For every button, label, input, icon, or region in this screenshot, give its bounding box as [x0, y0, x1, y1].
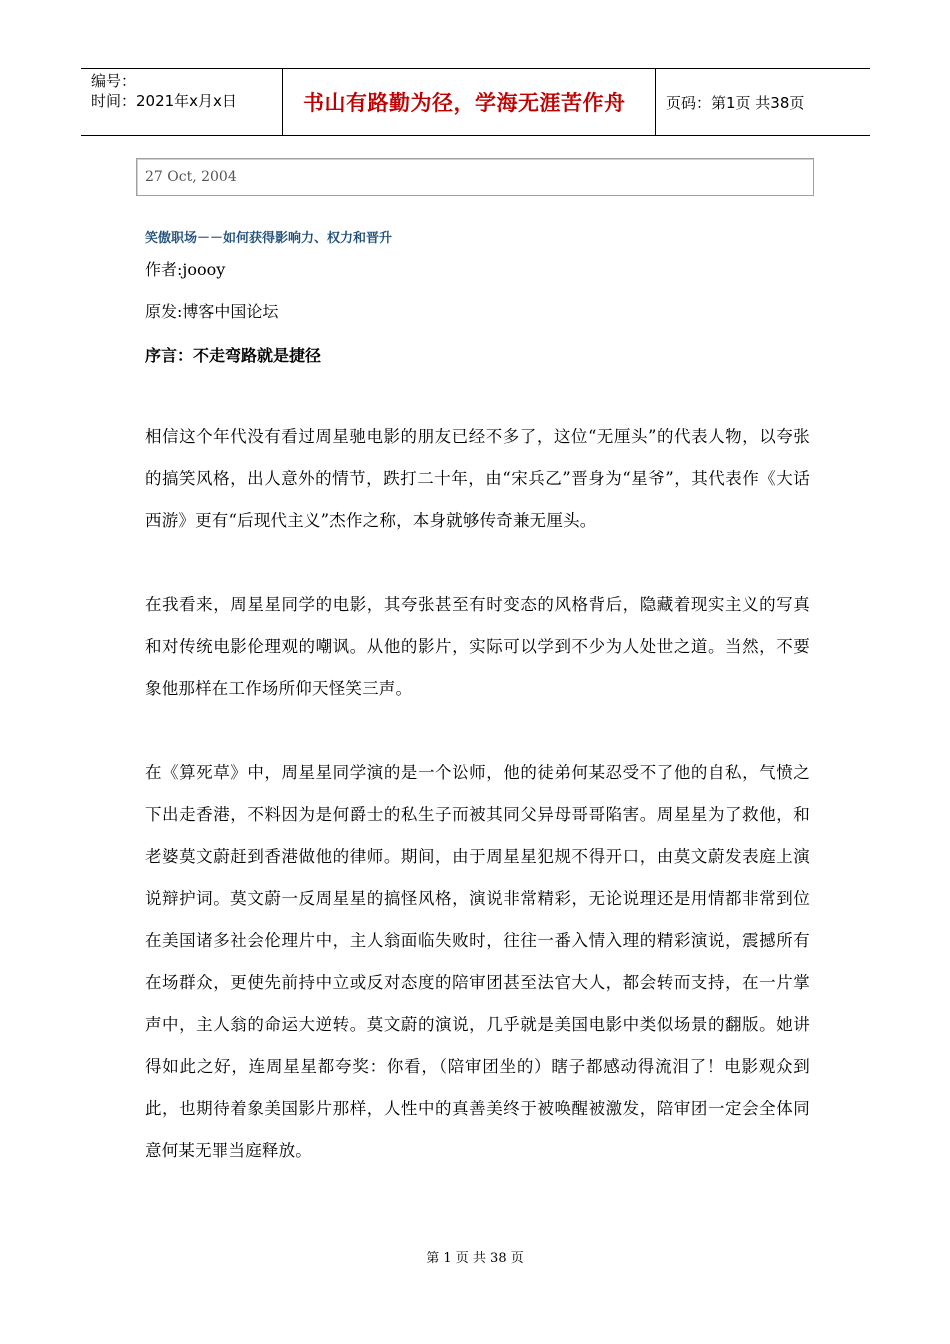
date-text: 27 Oct, 2004	[145, 169, 237, 185]
date-box	[136, 158, 814, 196]
time-label: 时间：2021年x月x日	[91, 92, 237, 110]
header-page-cell	[656, 69, 870, 135]
motto-text: 书山有路勤为径，学海无涯苦作舟	[303, 91, 626, 115]
article-subtitle: 笑傲职场－－如何获得影响力、权力和晋升	[145, 231, 393, 246]
page-footer: 第 1 页 共 38 页	[426, 1251, 524, 1266]
page-info: 页码：第1页 共38页	[666, 93, 805, 112]
number-label: 编号：	[91, 72, 137, 90]
author-line: 作者:joooy	[145, 260, 226, 279]
preface-title: 序言：不走弯路就是捷径	[145, 346, 322, 365]
paragraph-2: 在我看来，周星星同学的电影，其夸张甚至有时变态的风格背后，隐藏着现实主义的写真和对传统电影伦理观的嘲讽。从他的影片，实际可以学到不少为人处世之道。当然，不要象他那样在工作场所仰天怪笑三声。	[145, 595, 810, 698]
header-info-cell	[81, 69, 282, 135]
header-table	[81, 68, 870, 136]
paragraph-3: 在《算死草》中，周星星同学演的是一个讼师，他的徒弟何某忍受不了他的自私，气愤之下出走香港，不料因为是何爵士的私生子而被其同父异母哥哥陷害。周星星为了救他，和老婆莫文蔚赶到香港做他的律师。期间，由于周星星犯规不得开口，由莫文蔚发表庭上演说辩护词。莫文蔚一反周星星的搞怪风格，演说非常精彩，无论说理还是用情都非常到位在美国诸多社会伦理片中，主人翁面临失败时，往往一番入情入理的精彩演说，震撼所有在场群众，更使先前持中立或反对态度的陪审团甚至法官大人，都会转而支持，在一片掌声中，主人翁的命运大逆转。莫文蔚的演说，几乎就是美国电影中类似场景的翻版。她讲得如此之好，连周星星都夸奖：你看，（陪审团坐的）瞎子都感动得流泪了！电影观众到此，也期待着象美国影片那样，人性中的真善美终于被唤醒被激发，陪审团一定会全体同意何某无罪当庭释放。	[145, 763, 810, 1160]
paragraph-1: 相信这个年代没有看过周星驰电影的朋友已经不多了，这位“无厘头”的代表人物，以夸张的搞笑风格，出人意外的情节，跌打二十年，由“宋兵乙”晋身为“星爷”，其代表作《大话西游》更有“后现代主义”杰作之称，本身就够传奇兼无厘头。	[145, 427, 810, 530]
source-line: 原发:博客中国论坛	[145, 302, 279, 321]
header-motto-cell	[282, 69, 656, 135]
